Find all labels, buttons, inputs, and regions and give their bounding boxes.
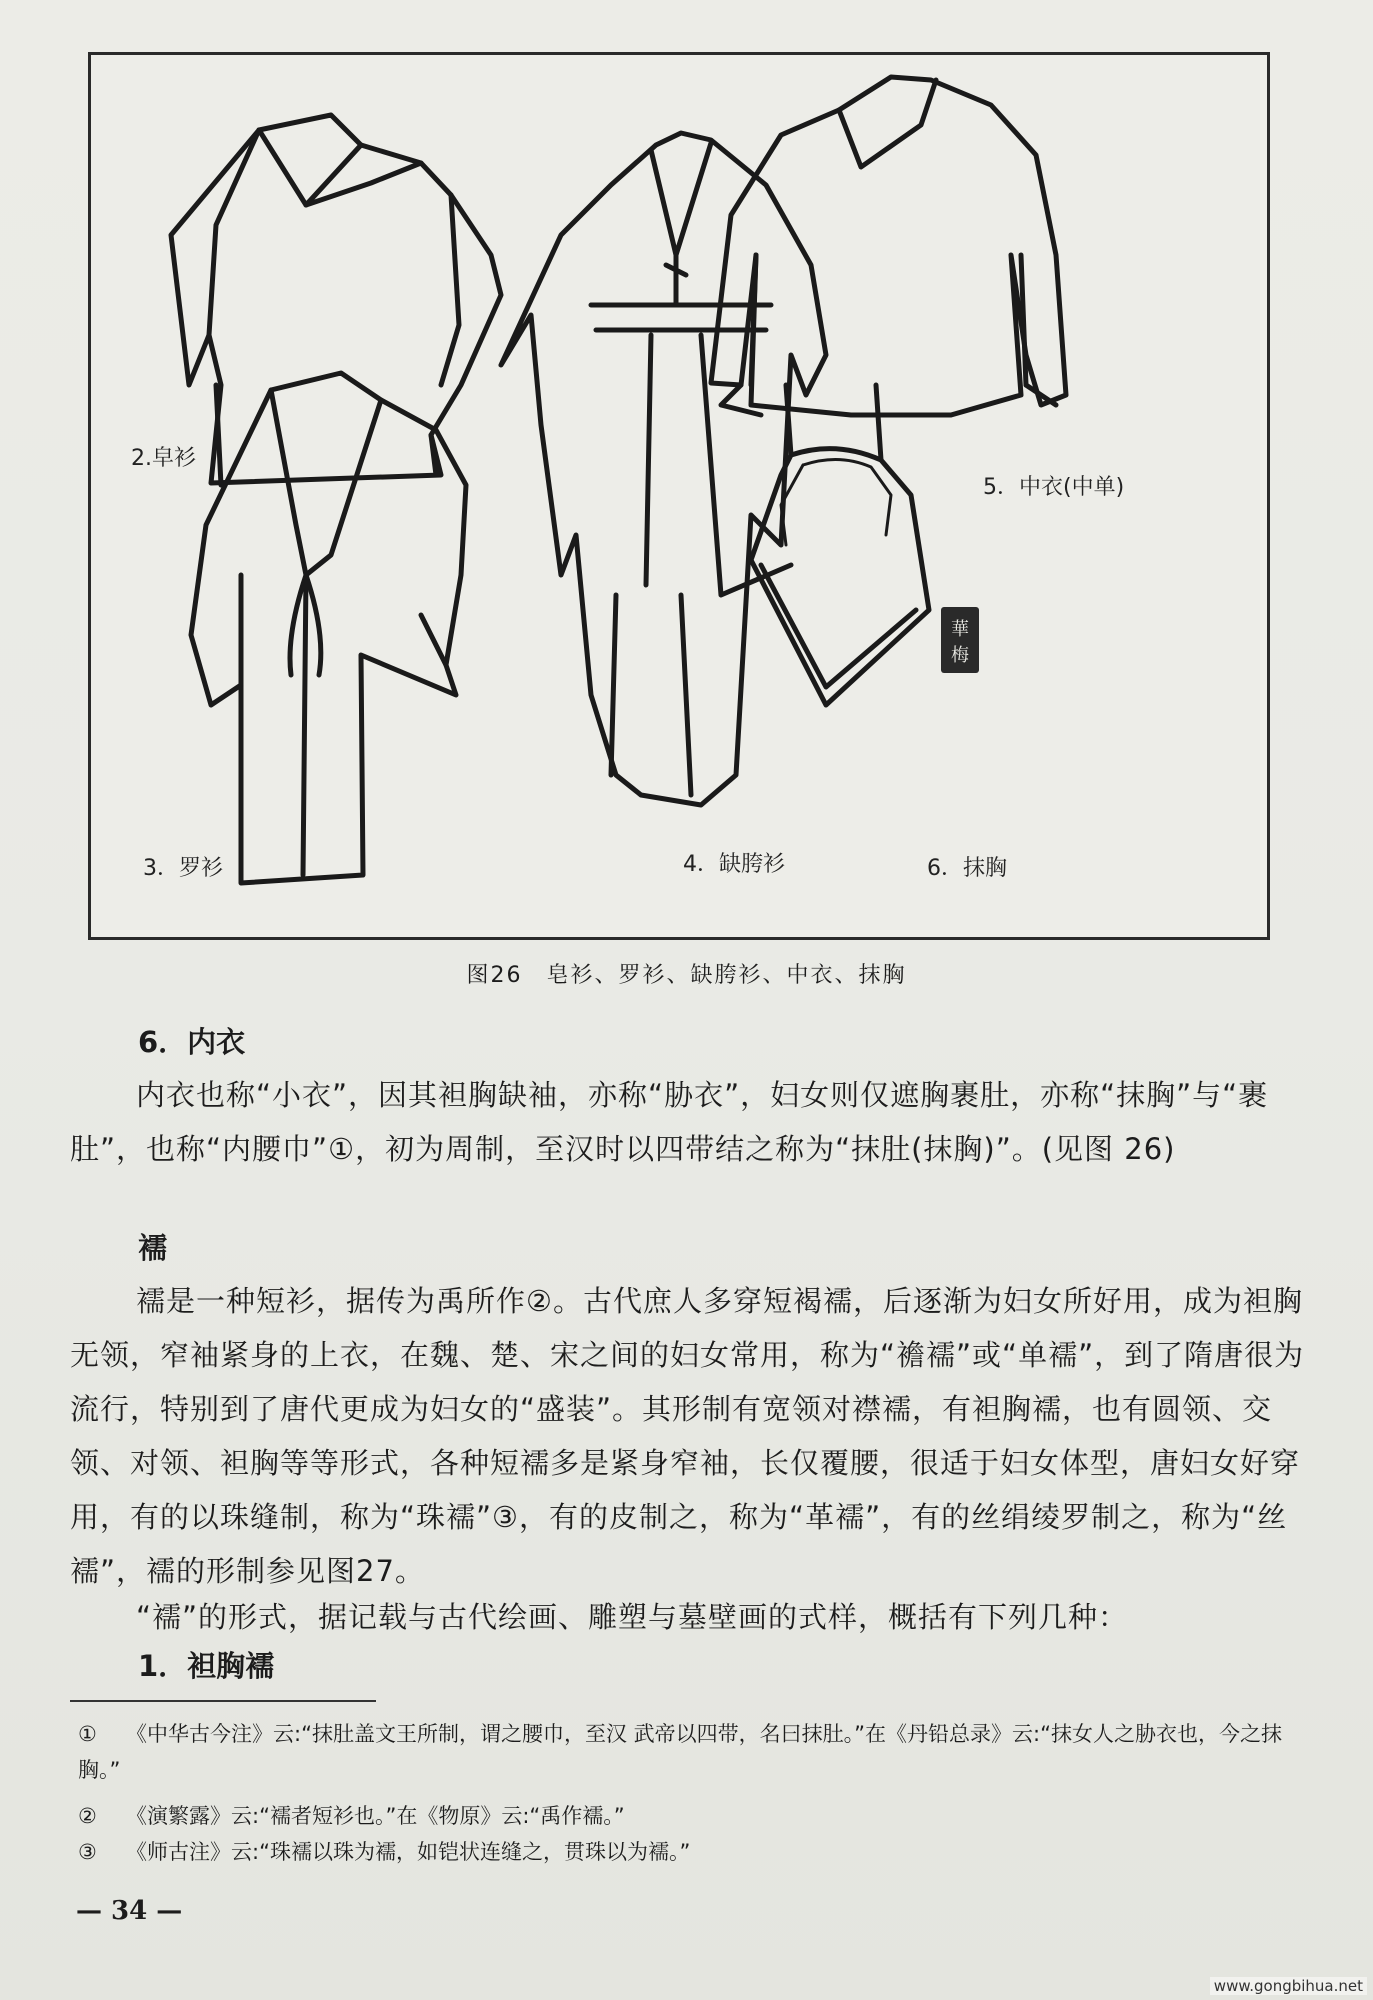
footnote-text: 《演繁露》云:“襦者短衫也。”在《物原》云:“禹作襦。” [126,1804,625,1828]
page-number: — 34 — [76,1896,183,1926]
footnote-3 [78,1834,1308,1870]
svg-text:梅: 梅 [951,645,969,666]
footnote-2 [78,1798,1308,1834]
svg-text:華: 華 [951,619,969,640]
paragraph-ru-2: “襦”的形式，据记载与古代绘画、雕塑与墓壁画的式样，概括有下列几种： [136,1600,1129,1634]
footnote-divider [70,1700,376,1702]
footnote-mark: ① [78,1722,97,1746]
artist-seal-icon [941,607,979,673]
footnote-mark: ② [78,1804,97,1828]
paragraph-neiyi: 内衣也称“小衣”，因其袒胸缺袖，亦称“胁衣”，妇女则仅遮胸裹肚，亦称“抹胸”与“裹肚”，也称“内腰巾”①，初为周制，至汉时以四带结之称为“抹肚(抹胸)”。(见图 26) [70,1078,1269,1166]
garment-quekuashan-drawing [501,133,826,805]
section-title-neiyi: 6．内衣 [138,1025,246,1059]
section-title-ru: 襦 [138,1231,168,1265]
footnote-mark: ③ [78,1840,97,1864]
figure-label-4: 4．缺胯衫 [683,852,785,877]
figure-caption: 图26 皂衫、罗衫、缺胯衫、中衣、抹胸 [466,963,907,988]
garment-zhongyi-drawing [711,77,1066,415]
figure-frame [88,52,1270,940]
garment-zaoshan-drawing [171,115,501,485]
footnote-text: 《中华古今注》云:“抹肚盖文王所制，谓之腰巾，至汉 武帝以四带，名曰抹肚。”在《丹铅总录》云:“抹女人之胁衣也，今之抹胸。” [78,1722,1282,1782]
footnote-1 [78,1716,1308,1788]
footnote-text: 《师古注》云:“珠襦以珠为襦，如铠状连缝之，贯珠以为襦。” [126,1840,691,1864]
site-watermark: www.gongbihua.net [1210,1977,1367,1995]
figure-label-3: 3．罗衫 [143,856,223,881]
figure-label-6: 6．抹胸 [927,856,1007,881]
figure-label-2: 2.皁衫 [131,446,196,471]
paragraph-ru-1: 襦是一种短衫，据传为禹所作②。古代庶人多穿短褐襦，后逐渐为妇女所好用，成为袒胸无领，窄袖紧身的上衣，在魏、楚、宋之间的妇女常用，称为“襜襦”或“单襦”，到了隋唐很为流行，特别到了唐代更成为妇女的“盛装”。其形制有宽领对襟襦，有袒胸襦，也有圆领、交领、对领、袒胸等等形式，各种短襦多是紧身窄袖，长仅覆腰，很适于妇女体型，唐妇女好穿用，有的以珠缝制，称为“珠襦”③，有的皮制之，称为“革襦”，有的丝绢绫罗制之，称为“丝襦”，襦的形制参见图27。 [70,1284,1305,1588]
garment-luoshan-drawing [191,373,466,883]
figure-label-5: 5．中衣(中单) [983,475,1125,500]
section-title-tanxiongru: 1．袒胸襦 [138,1649,275,1683]
